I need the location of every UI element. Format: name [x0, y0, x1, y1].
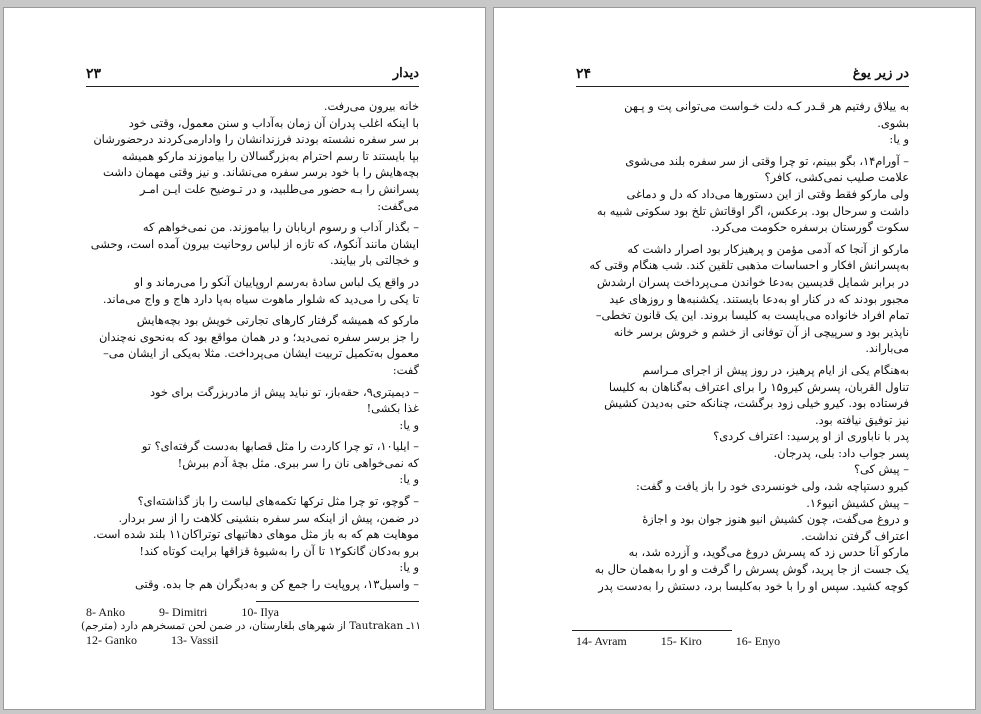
text-line: غذا بکشی! [366, 401, 419, 416]
running-title: در زیر یوغ [852, 66, 909, 81]
text-line: بپا بایستند تا رسم احترام به‌بزرگسالان را بیاموزند مارکو همیشه [121, 148, 419, 163]
text-line: نیز توفیق نیافته بود. [814, 412, 909, 427]
footnote: 15- Kiro [660, 634, 702, 648]
text-line: بشوی. [877, 115, 909, 130]
text-line: با اینکه اغلب پدران آن زمان به‌آداب و سنن معمول، وقتی خود [128, 115, 419, 130]
text-line: برو به‌دکان گانکو۱۲ تا آن را به‌شیوهٔ قزاقها برایت کوتاه کند! [139, 543, 419, 558]
text-line: – پیش کشیش انیو۱۶. [806, 495, 909, 510]
footnote: 12- Ganko [86, 633, 137, 647]
text-line: به‌هنگام یکی از ایام پرهیز، در روز پیش از اجرای مـراسم [642, 362, 909, 377]
text-line: و یا: [399, 417, 419, 432]
left-page-header [86, 64, 419, 87]
text-line: مجبور بودند که در کنار او به‌دعا بایستند. یکشنبه‌ها و روزهای عید [609, 291, 909, 306]
footnotes-line-1 [86, 605, 313, 620]
text-line: – پیش کی؟ [853, 462, 909, 477]
running-title: دیدار [392, 66, 419, 81]
text-line: می‌گفت: [377, 198, 419, 213]
text-line: مارکو که همیشه گرفتار کارهای تجارتی خویش بود بچه‌هایش [136, 313, 419, 328]
page-number: ۲۳ [86, 66, 102, 82]
text-line: خانه بیرون می‌رفت. [323, 99, 419, 113]
text-line: – گوچو، تو چرا مثل ترکها تکمه‌های لباست را باز گذاشته‌ای؟ [137, 494, 419, 509]
text-line: بچه‌هایش را با خود برسر سفره می‌نشاند. و نیز وقتی مهمان داشت [103, 165, 419, 180]
text-line: به‌پسرانش افکار و احساسات مذهبی تلقین کند. شب هنگام وقتی که [589, 258, 909, 273]
text-line: ولی مارکو فقط وقتی از این دستورها می‌داد که دل و دماغی [626, 186, 909, 201]
footnote: 9- Dimitri [159, 605, 208, 619]
text-line: پسر جواب داد: بلی، پدرجان. [773, 445, 909, 460]
footnotes-line [576, 634, 814, 649]
text-line: در ضمن، پیش از اینکه سر سفره بنشینی کلاهت را از سر بردار. [118, 510, 419, 525]
text-line: ناپذیر بود و سرپیچی از آن توفانی از خشم و خروش برسر خانه [613, 324, 909, 339]
footnote-rule [256, 601, 419, 602]
text-line: و یا: [399, 472, 419, 487]
text-line: پسرانش را بـه حضور می‌طلبید، و در تـوضیح علت ایـن امـر [139, 181, 419, 196]
text-line: یک جست از جا پرید، گوش پسرش را گرفت و او را به‌همان حال به [594, 562, 909, 577]
text-line: تا یکی را می‌دید که شلوار ماهوت سیاه به‌پا دارد هاج و واج می‌ماند. [102, 291, 419, 306]
footnote: 13- Vassil [171, 633, 219, 647]
text-line: تمام افراد خانواده می‌بایست به کلیسا بروند. این یک قانون تخطی– [595, 308, 909, 323]
text-line: که نمی‌خواهی نان را سر ببری. مثل بچهٔ آدم ببرش! [177, 455, 419, 470]
text-line: – ایلیا۱۰، تو چرا کاردت را مثل قصابها به‌دست گرفته‌ای؟ تو [141, 439, 419, 454]
text-line: و دروغ می‌گفت، چون کشیش انیو هنوز جوان بود و اجازهٔ [642, 512, 909, 527]
footnote-persian: ۱۱ـ Tautrakan از شهرهای بلغارستان، در ضمن لحن تمسخرهم دارد (مترجم) [81, 620, 421, 632]
text-line: به ییلاق رفتیم هر قـدر کـه دلت خـواست می‌توانی پت و پـهن [624, 99, 909, 113]
footnotes-line-2 [86, 633, 252, 648]
text-line: گفت: [392, 362, 419, 377]
footnote: 8- Anko [86, 605, 125, 619]
text-line: را جز برسر سفره نمی‌دید؛ و در همان مواقع بود که به‌نحوی نه‌چندان [98, 329, 419, 344]
text-line: در برابر شمایل قدیسین به‌دعا خواندن مـی‌پرداخت پسران ارشدش [596, 274, 909, 289]
text-line: – بگذار آداب و رسوم اربابان را بیاموزند. من نمی‌خواهم که [142, 220, 419, 235]
text-line: تناول القربان، پسرش کیرو۱۵ را برای اعتراف به‌گناهان به کلیسا [608, 379, 909, 394]
text-line: – واسیل۱۳، پروپایت را جمع کن و به‌دیگران هم جا بده. وقتی [135, 577, 419, 592]
footnote: 16- Enyo [735, 634, 781, 648]
text-line: – دیمیتری۹، حقه‌باز، تو نباید پیش از مادربزرگت برای خود [149, 384, 419, 399]
text-line: علامت صلیب نمی‌کشی، کافر؟ [764, 170, 909, 185]
text-line: مارکو از آنجا که آدمی مؤمن و پرهیزکار بود اصرار داشت که [627, 241, 909, 256]
footnote: 10- Ilya [241, 605, 279, 619]
footnote: 14- Avram [576, 634, 627, 648]
text-line: کیرو دستپاچه شد، ولی خونسردی خود را باز یافت و گفت: [636, 479, 909, 494]
left-page [3, 7, 486, 710]
text-line: در واقع یک لباس سادهٔ به‌رسم اروپاییان آنکو را می‌رماند و او [134, 274, 419, 289]
left-page-body [86, 98, 419, 593]
right-page [493, 7, 976, 710]
text-line: فرستاده بود. کیرو خیلی زود برگشت، چنانکه حتی به‌دیدن کشیش [604, 396, 909, 411]
text-line: اعتراف گرفتن نداشت. [801, 528, 909, 543]
text-line: و یا: [889, 132, 909, 147]
text-line: معمول به‌تکمیل تربیت ایشان می‌پرداخت. مثلا به‌یکی از ایشان می– [103, 346, 419, 361]
text-line: – آورام۱۴، بگو ببینم، تو چرا وقتی از سر سفره بلند می‌شوی [625, 153, 909, 168]
text-line: موهایت هم که به باز مثل موهای دهاتیهای توتراکان۱۱ بلند شده است. [92, 527, 419, 542]
text-line: کوچه کشید. سپس او را با خود به‌کلیسا برد، دستش را به‌دست پدر [598, 578, 909, 593]
right-page-header [576, 64, 909, 87]
text-line: و خجالتی بار بیایند. [329, 253, 419, 268]
text-line: ایشان مانند آنکو۸، که تازه از لباس روحانیت بیرون آمده است، وحشی [90, 236, 419, 251]
right-page-body [576, 98, 909, 594]
text-line: مارکو آنا حدس زد که پسرش دروغ می‌گوید، و آزرده شد، به [628, 545, 909, 560]
text-line: می‌باراند. [865, 341, 909, 356]
page-number: ۲۴ [576, 66, 592, 82]
text-line: و یا: [399, 560, 419, 575]
text-line: سکوت گورستان برسفره حکومت می‌کرد. [710, 220, 909, 235]
text-line: بر سر سفره نشسته بودند فرزندانشان را وادارمی‌کردند درحضورشان [93, 132, 419, 147]
footnote-rule [572, 630, 732, 631]
text-line: داشت و سرحال بود. برعکس، اگر اوقاتش تلخ بود سکوتی شبیه به [596, 203, 909, 218]
text-line: پدر با ناباوری از او پرسید: اعتراف کردی؟ [713, 429, 909, 444]
